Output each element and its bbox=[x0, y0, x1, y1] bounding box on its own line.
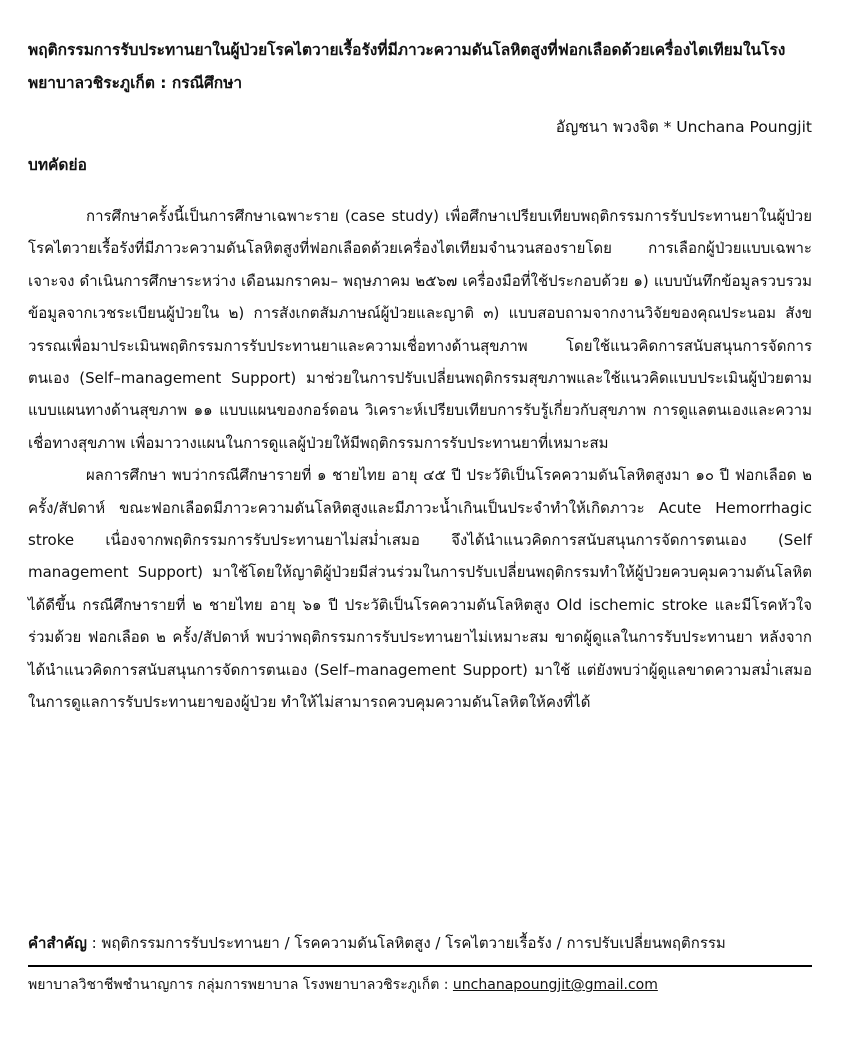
author-line: อัญชนา พวงจิต * Unchana Poungjit bbox=[555, 118, 812, 136]
affiliation-text: พยาบาลวิชาชีพชำนาญการ กลุ่มการพยาบาล โรงพยาบาลวชิระภูเก็ต : bbox=[28, 977, 453, 993]
author-affiliation bbox=[28, 970, 812, 1000]
author-email-link[interactable]: unchanapoungjit@gmail.com bbox=[452, 977, 658, 993]
abstract-body bbox=[28, 200, 812, 719]
keywords-separator: : bbox=[86, 934, 102, 952]
abstract-paragraph-1: การศึกษาครั้งนี้เป็นการศึกษาเฉพาะราย (case study) เพื่อศึกษาเปรียบเทียบพฤติกรรมการรับประทานยาในผู้ป่วยโรคไตวายเรื้อรังที่มีภาวะความดันโลหิตสูงที่ฟอกเลือดด้วยเครื่องไตเทียมจำนวนสองรายโดย การเลือกผู้ป่วยแบบเฉพาะเจาะจง ดำเนินการศึกษาระหว่าง เดือนมกราคม– พฤษภาคม ๒๕๖๗ เครื่องมือที่ใช้ประกอบด้วย ๑) แบบบันทึกข้อมูลรวบรวมข้อมูลจากเวชระเบียนผู้ป่วยใน ๒) การสังเกตสัมภาษณ์ผู้ป่วยและญาติ ๓) แบบสอบถามจากงานวิจัยของคุณประนอม สังขวรรณเพื่อมาประเมินพฤติกรรมการรับประทานยาและความเชื่อทางด้านสุขภาพ โดยใช้แนวคิดการสนับสนุนการจัดการตนเอง (Self–management Support) มาช่วยในการปรับเปลี่ยนพฤติกรรมสุขภาพและใช้แนวคิดแบบประเมินผู้ป่วยตามแบบแผนทางด้านสุขภาพ ๑๑ แบบแผนของกอร์ดอน วิเคราะห์เปรียบเทียบการรับรู้เกี่ยวกับสุขภาพ การดูแลตนเองและความเชื่อทางสุขภาพ เพื่อมาวางแผนในการดูแลผู้ป่วยให้มีพฤติกรรมการรับประทานยาที่เหมาะสม bbox=[28, 207, 812, 452]
paper-title: พฤติกรรมการรับประทานยาในผู้ป่วยโรคไตวายเรื้อรังที่มีภาวะความดันโลหิตสูงที่ฟอกเลือดด้วยเครื่องไตเทียมในโรงพยาบาลวชิระภูเก็ต : กรณีศึกษา bbox=[28, 41, 786, 92]
keywords-label: คำสำคัญ bbox=[28, 934, 87, 952]
keywords-line bbox=[28, 928, 812, 958]
paper-page bbox=[28, 0, 812, 1038]
abstract-heading: บทคัดย่อ bbox=[28, 156, 87, 174]
footnote-divider bbox=[28, 965, 812, 967]
abstract-paragraph-2: ผลการศึกษา พบว่ากรณีศึกษารายที่ ๑ ชายไทย อายุ ๔๕ ปี ประวัติเป็นโรคความดันโลหิตสูงมา ๑๐ ปี ฟอกเลือด ๒ ครั้ง/สัปดาห์ ขณะฟอกเลือดมีภาวะความดันโลหิตสูงและมีภาวะน้ำเกินเป็นประจำทำให้เกิดภาวะ Acute Hemorrhagic stroke เนื่องจากพฤติกรรมการรับประทานยาไม่สม่ำเสมอ จึงได้นำแนวคิดการสนับสนุนการจัดการตนเอง (Self management Support) มาใช้โดยให้ญาติผู้ป่วยมีส่วนร่วมในการปรับเปลี่ยนพฤติกรรมทำให้ผู้ป่วยควบคุมความดันโลหิตได้ดีขึ้น กรณีศึกษารายที่ ๒ ชายไทย อายุ ๖๑ ปี ประวัติเป็นโรคความดันโลหิตสูง Old ischemic stroke และมีโรคหัวใจร่วมด้วย ฟอกเลือด ๒ ครั้ง/สัปดาห์ พบว่าพฤติกรรมการรับประทานยาไม่เหมาะสม ขาดผู้ดูแลในการรับประทานยา หลังจากได้นำแนวคิดการสนับสนุนการจัดการตนเอง (Self–management Support) มาใช้ แต่ยังพบว่าผู้ดูแลขาดความสม่ำเสมอในการดูแลการรับประทานยาของผู้ป่วย ทำให้ไม่สามารถควบคุมความดันโลหิตให้คงที่ได้ bbox=[28, 466, 812, 712]
keywords-text: พฤติกรรมการรับประทานยา / โรคความดันโลหิตสูง / โรคไตวายเรื้อรัง / การปรับเปลี่ยนพฤติกรรม bbox=[101, 934, 726, 952]
